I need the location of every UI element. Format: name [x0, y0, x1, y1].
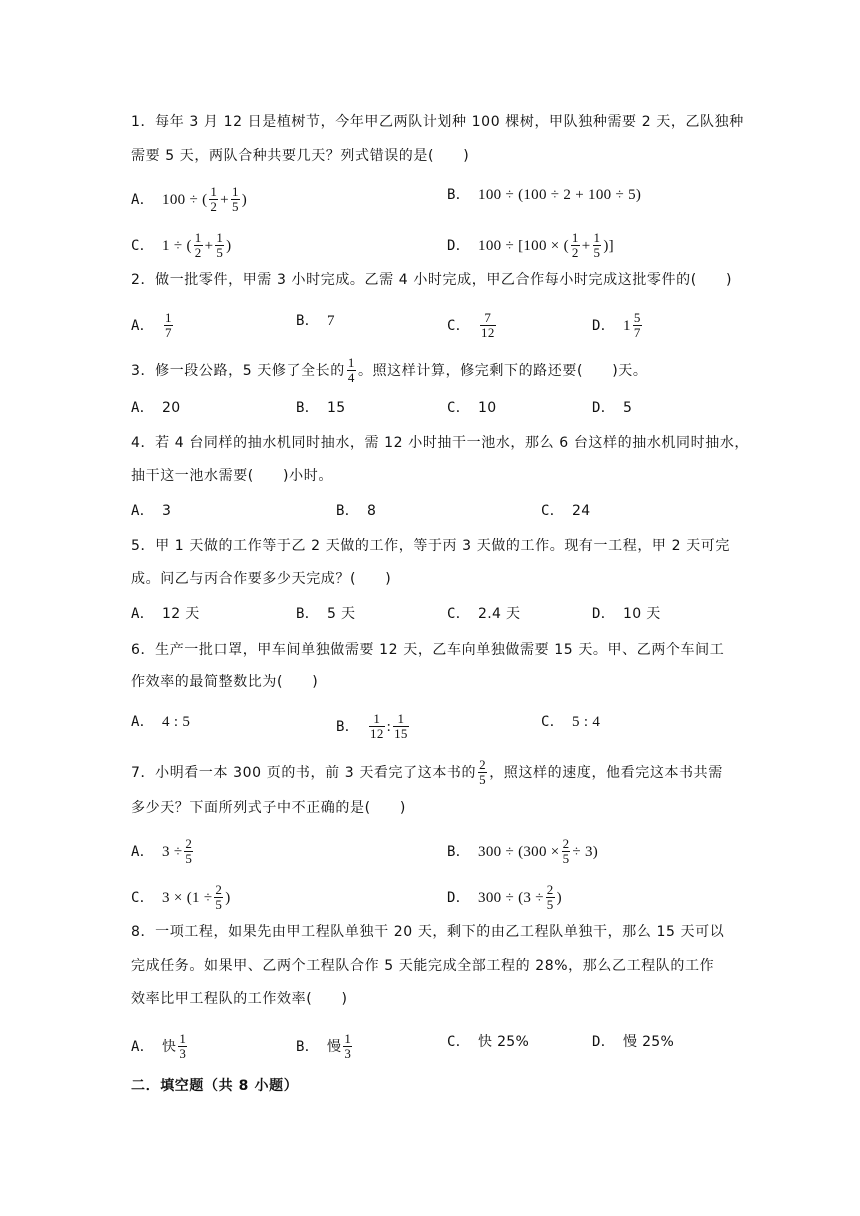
expr-post: ) [241, 191, 248, 208]
option-letter: C． [131, 237, 155, 254]
q2-option-c [447, 311, 498, 340]
section-heading: 二．填空题（共 8 小题） [131, 1078, 299, 1094]
q8-option-d [592, 1032, 674, 1052]
value: 7 [327, 313, 335, 329]
q5-option-d [592, 604, 661, 624]
option-letter: A． [131, 400, 155, 416]
option-letter: B． [336, 718, 360, 735]
q7-option-d [447, 883, 562, 912]
q8-option-a [131, 1032, 189, 1061]
q6-option-c [541, 712, 600, 732]
option-letter: D． [592, 400, 616, 416]
fraction: $\frac{1}{5}$ [593, 230, 601, 260]
value: 10 [478, 400, 497, 416]
option-letter: A． [131, 503, 155, 519]
option-letter: C． [541, 503, 565, 519]
fraction: $\frac{1}{2}$ [571, 230, 579, 260]
q4-line1: 4．若 4 台同样的抽水机同时抽水，需 12 小时抽干一池水，那么 6 台这样的抽水机同时抽水， [131, 435, 750, 451]
option-letter: A． [131, 843, 155, 860]
fraction: $\frac{1}{15}$ [394, 711, 408, 741]
q7-line1 [131, 758, 741, 787]
value: 24 [572, 503, 591, 519]
expr-op: + [581, 237, 591, 254]
q8-line2: 完成任务。如果甲、乙两个工程队合作 5 天能完成全部工程的 28%，那么乙工程队的工作 [131, 958, 715, 974]
q3-option-d [592, 398, 632, 418]
option-letter: C． [447, 606, 471, 622]
q8-line1: 8．一项工程，如果先由甲工程队单独干 20 天，剩下的由乙工程队单独干，那么 15 天可以 [131, 924, 725, 940]
q4-option-b [336, 501, 376, 521]
expr-pre: 100 ÷ ( [162, 191, 208, 208]
q5-line2: 成。问乙与丙合作要多少天完成？( ) [131, 571, 392, 587]
option-letter: A． [131, 606, 155, 622]
q7-option-a [131, 837, 195, 866]
expr-op: + [204, 237, 214, 254]
fraction: $\frac{2}{5}$ [479, 757, 487, 787]
q2-option-d [592, 311, 644, 340]
option-word: 快 [162, 1038, 177, 1055]
value: 5 : 4 [572, 714, 601, 730]
q3-option-c [447, 398, 496, 418]
option-letter: B． [296, 400, 320, 416]
q1-option-c [131, 231, 231, 260]
q3-text-pre: 3．修一段公路，5 天修了全长的 [131, 362, 345, 379]
fraction: $\frac{2}{5}$ [215, 882, 223, 912]
q4-line2: 抽干这一池水需要( )小时。 [131, 468, 333, 484]
expr-pre: 300 ÷ (300 × [478, 843, 560, 860]
ratio-sign: : [386, 718, 392, 735]
expr-post: )] [603, 237, 614, 254]
q2-option-b [296, 311, 335, 331]
expr: 100 ÷ (100 ÷ 2 + 100 ÷ 5) [478, 187, 642, 203]
q4-option-c [541, 501, 590, 521]
value: 5 天 [327, 606, 356, 622]
q3-option-a [131, 398, 180, 418]
value: 12 天 [162, 606, 200, 622]
value: 快 25% [478, 1034, 530, 1050]
option-letter: A． [131, 1038, 155, 1055]
fraction: $\frac{5}{7}$ [633, 310, 641, 340]
value: 15 [327, 400, 346, 416]
q6-line2: 作效率的最简整数比为( ) [131, 674, 319, 690]
q4-option-a [131, 501, 171, 521]
expr-pre: 100 ÷ [100 × ( [478, 237, 569, 254]
option-letter: D． [592, 1034, 616, 1050]
option-letter: B． [296, 606, 320, 622]
option-letter: B． [336, 503, 360, 519]
expr-pre: 3 × (1 ÷ [162, 889, 213, 906]
value: 5 [623, 400, 633, 416]
option-letter: B． [296, 1038, 320, 1055]
q5-option-c [447, 604, 520, 624]
option-letter: C． [447, 1034, 471, 1050]
option-letter: D． [447, 889, 471, 906]
expr-post: ) [226, 237, 232, 254]
fraction: $\frac{7}{12}$ [481, 310, 495, 340]
q5-line1: 5．甲 1 天做的工作等于乙 2 天做的工作，等于丙 3 天做的工作。现有一工程，甲 2 天可完 [131, 538, 730, 554]
q7-option-c [131, 883, 230, 912]
q7-line2: 多少天？下面所列式子中不正确的是( ) [131, 800, 406, 816]
expr-pre: 1 ÷ ( [162, 237, 192, 254]
fraction: $\frac{1}{3}$ [179, 1031, 187, 1061]
q8-option-b [296, 1032, 354, 1061]
option-letter: D． [592, 317, 616, 334]
fraction: $\frac{1}{5}$ [231, 184, 239, 214]
q3-option-b [296, 398, 345, 418]
q3-text-post: 。照这样计算，修完剩下的路还要( )天。 [357, 362, 648, 379]
expr-post: ÷ 3) [572, 843, 599, 860]
option-letter: B． [447, 843, 471, 860]
expr-pre: 300 ÷ (3 ÷ [478, 889, 544, 906]
q7-text-post: ，照这样的速度，他看完这本书共需 [489, 764, 723, 781]
fraction: $\frac{1}{2}$ [210, 184, 218, 214]
fraction: $\frac{1}{12}$ [370, 711, 384, 741]
value: 4 : 5 [162, 714, 191, 730]
value: 2.4 天 [478, 606, 521, 622]
fraction: $\frac{2}{5}$ [546, 882, 554, 912]
option-letter: A． [131, 317, 155, 334]
q5-option-b [296, 604, 355, 624]
value: 慢 25% [623, 1034, 675, 1050]
value: 8 [367, 503, 377, 519]
fraction: $\frac{1}{5}$ [216, 230, 224, 260]
expr-op: + [220, 191, 229, 208]
q2-option-a [131, 311, 175, 340]
q7-text-pre: 7．小明看一本 300 页的书，前 3 天看完了这本书的 [131, 764, 477, 781]
q1-option-b [447, 185, 641, 205]
q6-option-a [131, 712, 190, 732]
option-letter: B． [447, 187, 471, 203]
q3-text [131, 356, 741, 385]
q1-option-a [131, 185, 247, 214]
value: 3 [162, 503, 172, 519]
value: 10 天 [623, 606, 661, 622]
q8-option-c [447, 1032, 529, 1052]
q1-line2: 需要 5 天，两队合种共要几天？列式错误的是( ) [131, 148, 470, 164]
whole-part: 1 [623, 317, 631, 334]
expr-post: ) [225, 889, 231, 906]
q1-option-d [447, 231, 614, 260]
option-word: 慢 [327, 1038, 342, 1055]
fraction: $\frac{2}{5}$ [562, 836, 570, 866]
option-letter: C． [131, 889, 155, 906]
fraction: $\frac{1}{7}$ [165, 310, 172, 340]
option-letter: C． [447, 400, 471, 416]
q6-option-b [336, 712, 411, 741]
q5-option-a [131, 604, 200, 624]
q6-line1: 6．生产一批口罩，甲车间单独做需要 12 天，乙车向单独做需要 15 天。甲、乙两个车间工 [131, 642, 725, 658]
q2-text: 2．做一批零件，甲需 3 小时完成。乙需 4 小时完成，甲乙合作每小时完成这批零件的( ) [131, 272, 733, 288]
q7-option-b [447, 837, 598, 866]
option-letter: A． [131, 191, 155, 208]
option-letter: A． [131, 714, 155, 730]
option-letter: D． [447, 237, 471, 254]
fraction: $\frac{2}{5}$ [185, 836, 193, 866]
q1-line1: 1．每年 3 月 12 日是植树节，今年甲乙两队计划种 100 棵树，甲队独种需要 2 天，乙队独种 [131, 114, 744, 130]
fraction: $\frac{1}{4}$ [347, 355, 355, 385]
option-letter: B． [296, 313, 320, 329]
option-letter: C． [447, 317, 471, 334]
fraction: $\frac{1}{2}$ [194, 230, 202, 260]
expr-pre: 3 ÷ [162, 843, 183, 860]
option-letter: D． [592, 606, 616, 622]
fraction: $\frac{1}{3}$ [344, 1031, 352, 1061]
value: 20 [162, 400, 181, 416]
q8-line3: 效率比甲工程队的工作效率( ) [131, 991, 348, 1007]
option-letter: C． [541, 714, 565, 730]
expr-post: ) [556, 889, 562, 906]
